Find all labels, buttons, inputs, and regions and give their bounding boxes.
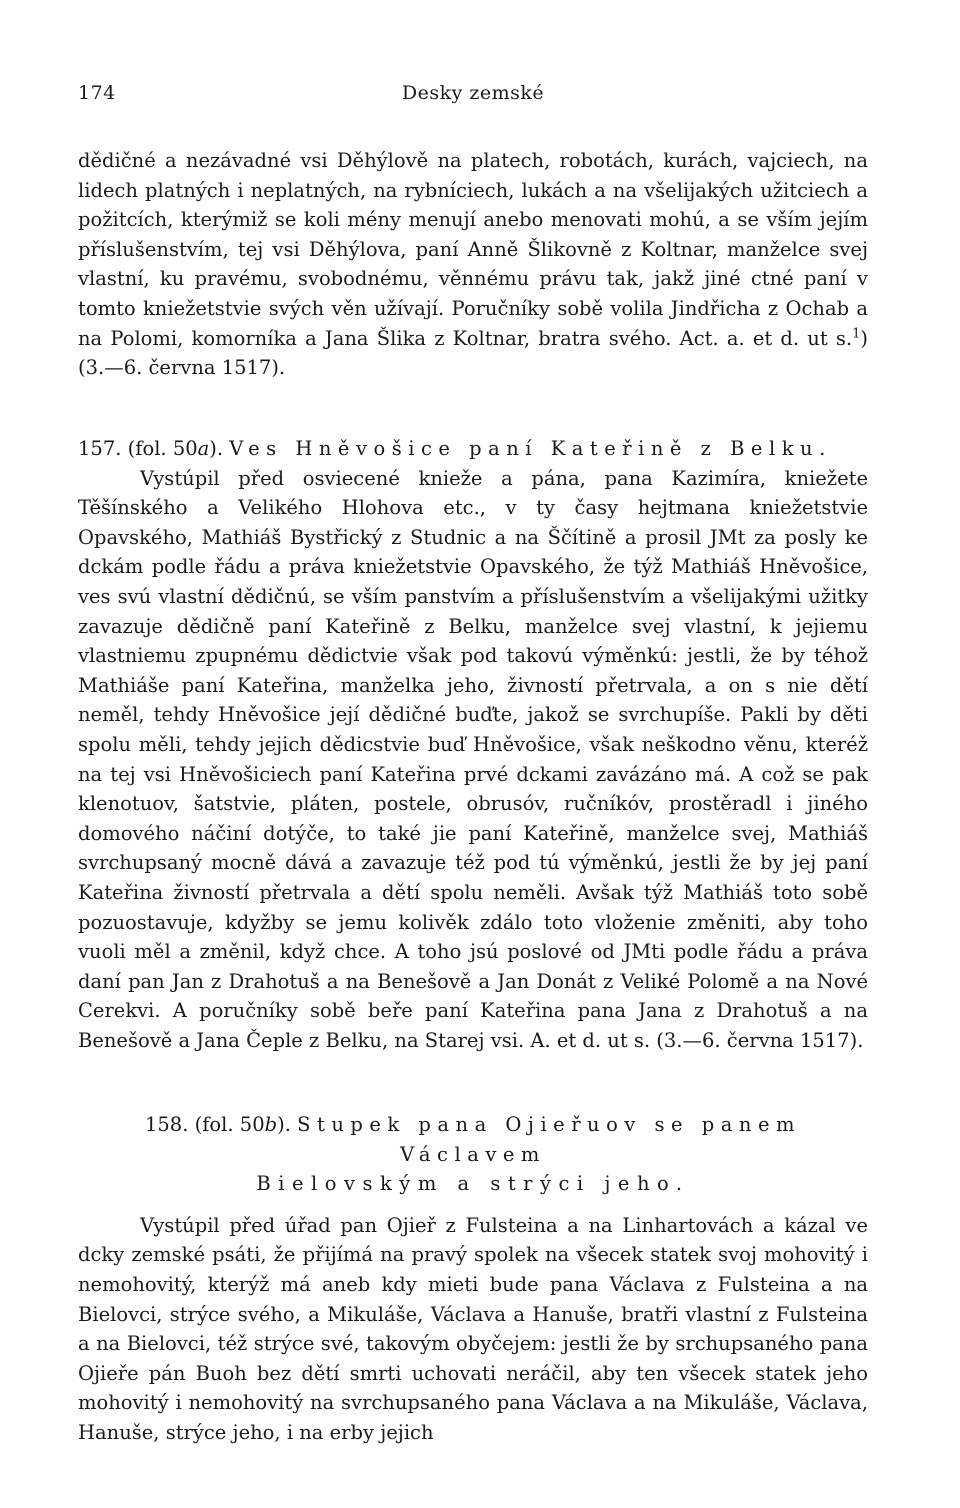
entry-heading (78, 434, 868, 464)
folio-ref: (fol. 50a). (127, 437, 224, 460)
entry-title: Ves Hněvošice paní Kateřině z Belku. (229, 437, 832, 460)
paragraph-tail: ) (3.—6. června 1517). (78, 326, 868, 380)
entry-number: 157. (78, 437, 122, 460)
spacer (78, 1199, 868, 1211)
footnote-marker: 1 (852, 326, 861, 342)
entry-title-line-1: Stupek pana Ojieřuov se panem Václavem (297, 1113, 801, 1166)
entry-157 (78, 434, 868, 1055)
paragraph-text: dědičné a nezávadné vsi Děhýlově na platech, robotách, kurách, vajciech, na lidech platných i neplatných, na rybníciech, lukách a na všelijakých užitciech a požitcích, kterýmiž se koli mény menují anebo menovati mohú, a se vším jejím příslušenstvím, tej vsi Děhýlova, paní Anně Šlikovně z Koltnar, manželce svej vlastní, ku pravému, svobodnému, věnnému právu tak, jakž jiné ctné paní v tomto kniežetstvie svých věn užívají. Poručníky sobě volila Jindřicha z Ochab a na Polomi, komorníka a Jana Šlika z Koltnar, bratra svého. Act. a. et d. ut s. (78, 149, 868, 350)
entry-heading (78, 1110, 868, 1169)
running-title: Desky zemské (401, 82, 545, 104)
entry-paragraph: Vystúpil před osviecené knieže a pána, pana Kazimíra, kniežete Těšínského a Velikého Hlohova etc., v ty časy hejtmana kniežetstvie Opavského, Mathiáš Bystřický z Studnic a na Ščítině a prosil JMt za posly ke dckám podle řádu a práva kniežetstvie Opavského, že týž Mathiáš Hněvošice, ves svú vlastní dědičnú, se vším panstvím a příslušenstvím a všelijakými užitky zavazuje dědičně paní Kateřině z Belku, manželce svej vlastní, k jejiemu vlastniemu zpupnému dědictvie však pod takovú výměnkú: jestli, že by téhož Mathiáše paní Kateřina, manželka jeho, živností přetrvala, a on s nie dětí neměl, tehdy Hněvošice její dědičné buďte, jakož se svrchupíše. Pakli by děti spolu měli, tehdy jejich dědicstvie buď Hněvošice, však neškodno věnu, kteréž na tej vsi Hněvošiciech paní Kateřina prvé dckami zavázáno má. A což se pak klenotuov, šatstvie, pláten, postele, obrusóv, ručníkóv, prostěradl i jiného domového náčiní dotýče, to také jie paní Kateřině, manželce svej, Mathiáš svrchupsaný mocně dává a zavazuje též pod tú výměnkú, jestli že by jej paní Kateřina živností přetrvala a dětí spolu neměli. Avšak týž Mathiáš toto sobě pozuostavuje, kdyžby se jemu kolivěk zdálo toto vloženie změniti, aby toho vuoli měl a změnil, když chce. A toho jsú poslové od JMti podle řádu a práva daní pan Jan z Drahotuš a na Benešově a Jan Donát z Veliké Polomě a na Nové Cerekvi. A poručníky sobě beře paní Kateřina pana Jana z Drahotuš a na Benešově a Jana Čeple z Belku, na Starej vsi. A. et d. ut s. (3.—6. června 1517). (78, 466, 868, 1052)
entry-title-line-2: Bielovským a strýci jeho. (256, 1172, 690, 1196)
entry-number: 158. (144, 1113, 189, 1136)
entry-158 (78, 1110, 868, 1448)
page-number: 174 (78, 82, 116, 104)
paragraph (78, 146, 868, 383)
page-header (78, 82, 868, 110)
continued-entry-text (78, 146, 868, 383)
folio-ref: (fol. 50b). (194, 1113, 291, 1136)
entry-paragraph: Vystúpil před úřad pan Ojieř z Fulsteina a na Linhartovách a kázal ve dcky zemské psáti, že přijímá na pravý spolek na všecek statek svoj mohovitý i nemohovitý, kterýž má aneb kdy mieti bude pana Václava z Fulsteina a na Bielovci, strýce svého, a Mikuláše, Václava a Hanuše, bratři vlastní z Fulsteina a na Bielovci, též strýce své, takovým obyčejem: jestli že by srchupsaného pana Ojieře pán Buoh bez dětí smrti uchovati neráčil, aby ten všecek statek jeho mohovitý i nemohovitý na svrchupsaného pana Václava a na Mikuláše, Václava, Hanuše, strýce jeho, i na erby jejich (78, 1213, 868, 1444)
